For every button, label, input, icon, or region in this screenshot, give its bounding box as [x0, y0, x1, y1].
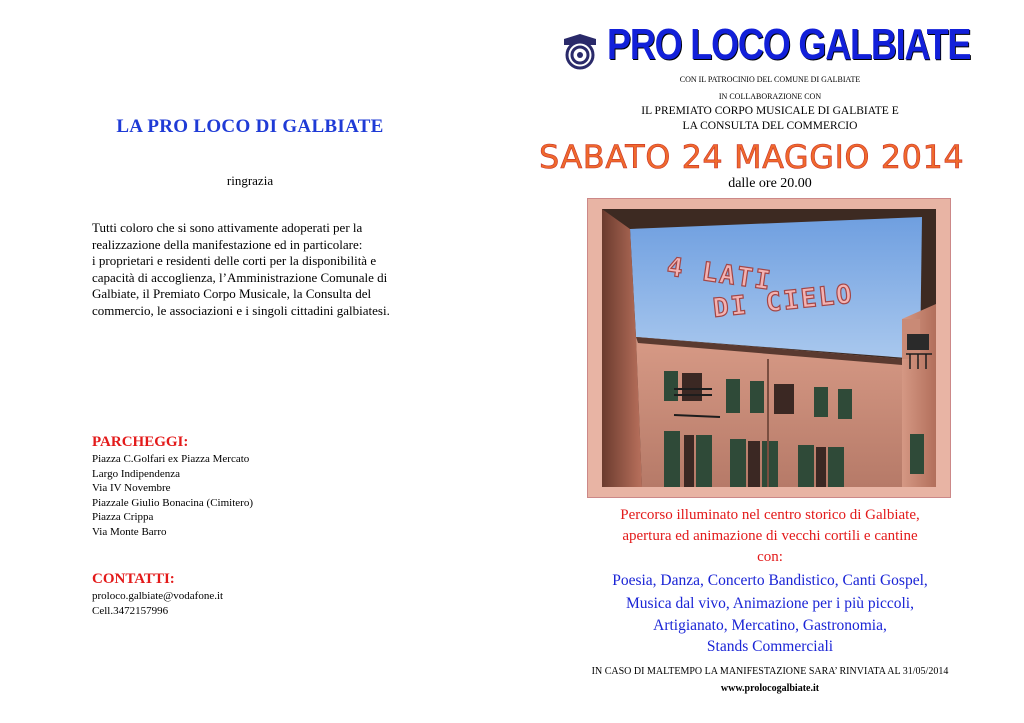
description-line: con:	[757, 549, 783, 565]
parking-item: Via Monte Barro	[92, 525, 167, 538]
photo-caption-line-2: DI CIELO	[711, 279, 856, 324]
patronage-text: CON IL PATROCINIO DEL COMUNE DI GALBIATE	[679, 75, 861, 84]
brand-title: PRO LOCO GALBIATE	[607, 20, 971, 69]
description-line: apertura ed animazione di vecchi cortili e cantine	[622, 528, 918, 544]
contact-email: proloco.galbiate@vodafone.it	[92, 590, 224, 602]
event-photo-frame	[587, 198, 951, 498]
body-line: realizzazione della manifestazione ed in particolare:	[92, 236, 363, 252]
thanks-text: ringrazia	[226, 173, 274, 188]
parking-item: Piazzale Giulio Bonacina (Cimitero)	[92, 496, 253, 509]
collaboration-intro: IN COLLABORAZIONE CON	[718, 92, 822, 101]
description-line: Percorso illuminato nel centro storico di Galbiate,	[620, 507, 920, 523]
activities-line: Artigianato, Mercatino, Gastronomia,	[653, 617, 887, 634]
website-link[interactable]: www.prolocogalbiate.it	[720, 683, 820, 694]
parking-item: Largo Indipendenza	[92, 467, 181, 480]
body-line: capacità di accoglienza, l’Amministrazione Comunale di	[92, 269, 388, 285]
photo-caption-line-1: 4 LATI	[665, 252, 775, 297]
parking-heading: PARCHEGGI:	[92, 434, 189, 450]
event-date: SABATO 24 MAGGIO 2014	[539, 138, 965, 176]
parking-item: Piazza Crippa	[92, 511, 154, 523]
body-line: Tutti coloro che si sono attivamente adoperati per la	[92, 220, 363, 235]
left-title: LA PRO LOCO DI GALBIATE	[116, 116, 384, 137]
partner-line-2: LA CONSULTA DEL COMMERCIO	[682, 120, 858, 132]
partner-line-1: IL PREMIATO CORPO MUSICALE DI GALBIATE E	[641, 105, 899, 117]
thanks-body	[92, 220, 442, 319]
body-line: i proprietari e residenti delle corti per la disponibilità e	[92, 253, 377, 268]
event-time: dalle ore 20.00	[728, 176, 812, 191]
activities-line: Musica dal vivo, Animazione per i più piccoli,	[626, 595, 914, 612]
body-line: Galbiate, il Premiato Corpo Musicale, la Consulta del	[92, 286, 372, 301]
parking-list	[92, 452, 253, 539]
pro-loco-logo-icon	[560, 31, 600, 71]
activities-line: Poesia, Danza, Concerto Bandistico, Canti Gospel,	[612, 572, 928, 589]
body-line: commercio, le associazioni e i singoli cittadini galbiatesi.	[92, 302, 390, 318]
rain-notice: IN CASO DI MALTEMPO LA MANIFESTAZIONE SARA’ RINVIATA AL 31/05/2014	[591, 666, 949, 677]
contacts-list	[92, 589, 223, 618]
contact-phone: Cell.3472157996	[92, 604, 169, 617]
courtyard-photo	[602, 209, 936, 487]
parking-item: Via IV Novembre	[92, 482, 171, 494]
activities-line: Stands Commerciali	[706, 638, 834, 655]
parking-item: Piazza C.Golfari ex Piazza Mercato	[92, 453, 250, 465]
contacts-heading: CONTATTI:	[92, 571, 175, 587]
